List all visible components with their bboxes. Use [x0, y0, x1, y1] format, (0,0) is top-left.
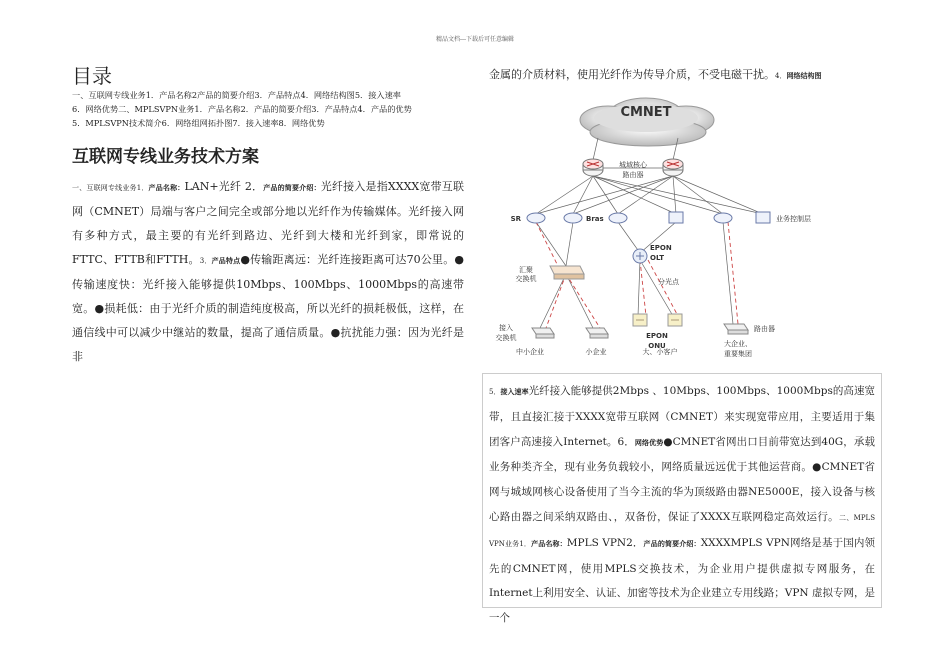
- body-text: LAN+光纤 2．: [184, 180, 264, 193]
- access-switch-icon: [532, 328, 554, 338]
- label-product-name: 产品名称：: [531, 539, 567, 548]
- bras-label: Bras: [586, 215, 604, 223]
- epon-olt-icon: [633, 249, 647, 263]
- epon-olt-label: EPON: [650, 244, 672, 252]
- toc-line: 6．网络优势二、MPLSVPN业务1．产品名称2．产品的简要介绍3．产品特点4．产品的优势: [72, 104, 412, 114]
- core-router-label: 城域核心: [619, 161, 647, 169]
- label-network-diagram: 网络结构图: [786, 72, 822, 80]
- bizctrl-label: 业务控制层: [776, 215, 811, 223]
- splitter-label: 分光点: [658, 278, 679, 286]
- toc-line: 一、互联网专线业务1．产品名称2产品的简要介绍3．产品特点4．网络结构图5．接入速率: [72, 90, 401, 100]
- section-number: 3．: [199, 257, 212, 265]
- body-text: 光纤接入能够提供2Mbps 、10Mbps、100Mbps、1000Mbps的高速宽带，且直接汇接于XXXX宽带互联网（CMNET）来实现宽带应用，主要适用于集团客户高速接入Internet。6．: [489, 385, 875, 448]
- label-product-intro: 产品的简要介绍：: [643, 539, 701, 548]
- toc-title: 目录: [72, 64, 112, 88]
- customer-label: 重要集团: [724, 350, 752, 358]
- page-header: 精品文档---下载后可任意编辑: [435, 36, 515, 43]
- network-structure-diagram: [488, 88, 848, 368]
- epon-olt-label: OLT: [650, 254, 665, 262]
- epon-onu-icon: [633, 314, 682, 326]
- core-router-label: 路由器: [622, 171, 644, 179]
- body-text: ●CMNET省网出口目前带宽达到40G，承载业务种类齐全，现有业务负载较小，网络质量远远优于其他运营商。●CMNET省网与城域网核心设备使用了当今主流的华为顶级路由器NE5000E，接入设备与核心路由器之间采纳双路由、，双备份，保证了XXXX互联网稳定高效运行。: [489, 435, 876, 523]
- section-number: 一、互联网专线业务1．: [72, 184, 149, 192]
- access-switch-icon: [586, 328, 608, 338]
- router-label: 路由器: [754, 325, 775, 333]
- section-number: 4．: [775, 72, 787, 80]
- customer-label: 大、小客户: [642, 348, 678, 356]
- sr-label: SR: [510, 215, 521, 223]
- left-column: [72, 64, 464, 369]
- body-text: MPLS VPN2．: [566, 536, 644, 549]
- customer-label: 小企业: [585, 348, 607, 356]
- toc-line: 5．MPLSVPN技术简介6．网络组网拓扑图7．接入速率8．网络优势: [72, 118, 325, 128]
- right-text-box: [482, 373, 882, 625]
- customer-label: 中小企业: [516, 348, 544, 356]
- label-product-name: 产品名称：: [148, 184, 185, 192]
- label-access-rate: 接入速率: [500, 388, 529, 396]
- aggregation-label: 汇聚: [519, 266, 533, 274]
- access-switch-label: 接入: [499, 324, 513, 332]
- left-body-paragraph: [72, 175, 464, 369]
- label-product-intro: 产品的简要介绍：: [263, 184, 321, 192]
- router-icon: [724, 324, 748, 334]
- right-body-paragraph: [489, 379, 875, 631]
- cloud-label: CMNET: [620, 105, 672, 120]
- customer-label: 大企业、: [724, 340, 752, 348]
- router-row-icons: [527, 212, 770, 223]
- right-intro-line: [489, 66, 879, 85]
- section-number: 5．: [489, 388, 501, 396]
- body-text: 光纤接入是指XXXX宽带互联网（CMNET）局端与客户之间完全或部分地以光纤作为传输媒体。光纤接入网有多种方式，最主要的有光纤到路边、光纤到大楼和光纤到家，即常说的FTTC、FTTB和FTTH。: [72, 180, 464, 266]
- aggregation-switch-icon: [550, 266, 584, 279]
- section-number: 二、MPLS VPN业务1．: [489, 513, 875, 548]
- core-router-icon: [583, 159, 603, 176]
- epon-onu-label: EPON: [646, 332, 668, 340]
- label-network-advantage: 网络优势: [634, 438, 664, 447]
- epon-onu-label: ONU: [648, 342, 666, 350]
- body-text: 金属的介质材料，使用光纤作为传导介质，不受电磁干扰。: [489, 68, 775, 81]
- section-title: 互联网专线业务技术方案: [72, 147, 259, 167]
- core-router-icon: [663, 159, 683, 176]
- aggregation-label: 交换机: [515, 275, 537, 283]
- body-text: XXXXMPLS VPN网络是基于国内领先的CMNET网，使用MPLS交换技术，为企业用户提供虚拟专网服务，在Internet上利用安全、认证、加密等技术为企业建立专用线路；VPN 虚拟专网，是一个: [489, 536, 876, 625]
- label-product-feature: 产品特点: [211, 257, 241, 265]
- access-switch-label: 交换机: [495, 334, 517, 342]
- body-text: ●传输距离远：光纤连接距离可达70公里。●传输速度快：光纤接入能够提供10Mbps、100Mbps、1000Mbps的高速带宽。●损耗低：由于光纤介质的制造纯度极高，所以光纤的损耗极低，这样，在通信线中可以减少中继站的数量，提高了通信质量。●抗扰能力强：因为光纤是非: [72, 253, 465, 363]
- diagram-links: [536, 138, 763, 328]
